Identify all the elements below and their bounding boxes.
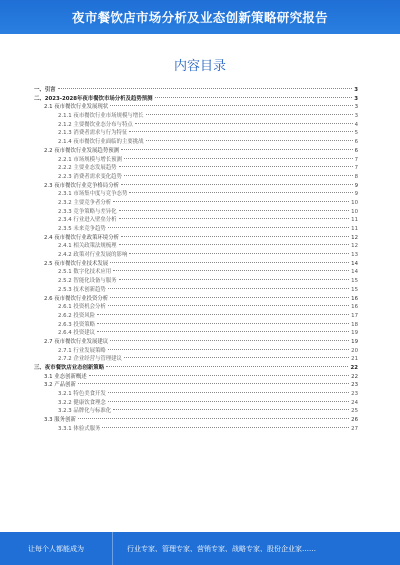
toc-entry-title: 2.2.3 消费者需求变化趋势 [58,173,122,180]
toc-entry-title: 3.2.3 品牌化与标准化 [58,408,112,415]
toc-entry[interactable] [34,199,358,208]
toc-entry-page: 19 [351,338,358,345]
toc-entry[interactable] [34,416,358,425]
toc-leader-dots [58,88,353,89]
toc-entry-title: 3.2.2 健康饮食理念 [58,399,106,406]
toc-entry-title: 2.7 夜市餐饮行业发展建议 [44,338,109,345]
toc-entry-page: 13 [351,252,358,259]
toc-entry[interactable] [34,95,358,104]
toc-entry-page: 9 [354,182,358,189]
toc-leader-dots [124,175,353,176]
toc-entry[interactable] [34,103,358,112]
toc-leader-dots [119,210,350,211]
report-header-bar [0,0,400,34]
toc-leader-dots [113,409,349,410]
toc-leader-dots [121,184,353,185]
toc-entry-page: 27 [351,425,358,432]
toc-leader-dots [106,366,348,367]
toc-entry[interactable] [34,112,358,121]
toc-entry-page: 23 [351,382,358,389]
toc-entry-title: 2.1.3 消费者需求与行为特征 [58,130,128,137]
toc-entry-title: 2.3.3 竞争策略与差异化 [58,208,117,215]
toc-entry-page: 26 [351,417,358,424]
toc-entry-page: 9 [354,191,358,198]
toc-entry[interactable] [34,295,358,304]
footer-tagline: 行业专家、管理专家、营销专家、战略专家、股份企业家…… [112,532,400,565]
toc-entry-title: 二、2023-2028年夜市餐饮市场分析及趋势预测 [34,95,153,102]
toc-entry-title: 2.4.1 相关政策法规梳理 [58,243,117,250]
toc-leader-dots [110,340,349,341]
toc-entry-page: 6 [354,147,358,154]
toc-entry[interactable] [34,173,358,182]
toc-entry-title: 3.2.1 特色美食开发 [58,391,106,398]
toc-entry-title: 2.3.1 市场集中度与竞争态势 [58,191,128,198]
toc-leader-dots [155,97,353,98]
toc-entry-page: 17 [351,312,358,319]
toc-entry[interactable] [34,234,358,243]
toc-entry-page: 18 [351,321,358,328]
toc-leader-dots [119,166,353,167]
toc-entry-page: 19 [351,330,358,337]
toc-leader-dots [129,192,352,193]
toc-entry-page: 12 [351,234,358,241]
toc-leader-dots [110,297,349,298]
toc-entry[interactable] [34,225,358,234]
toc-entry-title: 2.3.4 行业进入壁垒分析 [58,217,117,224]
toc-leader-dots [124,357,349,358]
toc-entry-title: 2.6.4 投资建议 [58,330,95,337]
toc-entry-title: 2.5.1 数字化技术应用 [58,269,112,276]
toc-entry[interactable] [34,121,358,130]
toc-entry-page: 6 [354,139,358,146]
toc-entry-page: 25 [351,408,358,415]
toc-leader-dots [146,140,353,141]
toc-entry-page: 12 [351,243,358,250]
toc-entry[interactable] [34,425,358,434]
toc-leader-dots [108,288,349,289]
toc-entry-title: 2.5.3 技术创新趋势 [58,286,106,293]
toc-entry-title: 3.3.1 体验式服务 [58,425,101,432]
toc-entry-title: 2.3 夜市餐饮行业竞争格局分析 [44,182,119,189]
toc-entry-page: 10 [351,208,358,215]
toc-entry[interactable] [34,338,358,347]
toc-entry[interactable] [34,86,358,95]
toc-entry[interactable] [34,329,358,338]
toc-leader-dots [110,105,352,106]
toc-entry[interactable] [34,251,358,260]
toc-entry[interactable] [34,399,358,408]
toc-leader-dots [89,375,350,376]
toc-entry[interactable] [34,286,358,295]
toc-entry[interactable] [34,164,358,173]
toc-entry-page: 14 [351,269,358,276]
toc-entry-page: 8 [354,173,358,180]
toc-entry-title: 2.5 夜市餐饮行业技术发展 [44,260,109,267]
toc-leader-dots [108,349,349,350]
toc-entry-title: 一、引言 [34,87,56,93]
table-of-contents [34,86,358,434]
toc-leader-dots [108,305,349,306]
toc-entry[interactable] [34,390,358,399]
toc-entry-page: 5 [354,130,358,137]
toc-entry-page: 21 [351,356,358,363]
toc-leader-dots [108,401,349,402]
toc-entry-title: 2.7.1 行业发展策略 [58,347,106,354]
toc-entry-title: 2.6.1 投资机会分析 [58,304,106,311]
footer-slogan: 让每个人都能成为 [28,544,84,553]
toc-entry-title: 2.6.3 投资策略 [58,321,95,328]
toc-entry[interactable] [34,364,358,373]
toc-entry-page: 10 [351,199,358,206]
toc-entry-page: 3 [354,104,358,111]
toc-entry-title: 2.4.2 政策对行业发展的影响 [58,252,128,259]
toc-leader-dots [146,114,353,115]
toc-entry-title: 3.2 产品创新 [44,382,76,389]
toc-leader-dots [108,392,349,393]
toc-entry-page: 3 [354,113,358,120]
toc-entry-page: 3 [354,87,358,93]
toc-entry[interactable] [34,303,358,312]
toc-entry-page: 11 [351,217,358,224]
toc-entry-page: 22 [350,365,358,371]
toc-entry-title: 2.7.2 企业经营与管理建议 [58,356,122,363]
toc-entry-title: 2.1.4 夜市餐饮行业面临的主要挑战 [58,139,144,146]
toc-leader-dots [119,244,350,245]
toc-entry-title: 2.4 夜市餐饮行业政策环境分析 [44,234,119,241]
toc-entry-title: 3.1 业态创新概述 [44,373,87,380]
toc-leader-dots [119,279,350,280]
toc-entry-title: 3.3 服务创新 [44,417,76,424]
toc-leader-dots [97,323,349,324]
toc-entry[interactable] [34,355,358,364]
toc-entry[interactable] [34,373,358,382]
toc-entry-title: 2.3.2 主要竞争者分析 [58,199,112,206]
toc-entry-page: 7 [354,156,358,163]
toc-entry[interactable] [34,260,358,269]
toc-entry-title: 2.3.5 未来竞争趋势 [58,226,106,232]
toc-leader-dots [78,383,349,384]
report-title: 夜市餐饮店市场分析及业态创新策略研究报告 [71,10,328,25]
toc-entry-title: 2.2 夜市餐饮行业发展趋势预测 [44,147,119,154]
toc-entry-page: 24 [351,399,358,406]
toc-entry-page: 20 [351,347,358,354]
toc-entry-page: 14 [351,260,358,267]
toc-entry[interactable] [34,156,358,165]
toc-entry-title: 2.1.2 主要餐饮业态分布与特点 [58,121,133,128]
toc-leader-dots [119,218,350,219]
toc-entry-page: 22 [351,373,358,380]
toc-heading: 内容目录 [173,59,226,74]
toc-leader-dots [124,158,353,159]
toc-leader-dots [108,227,349,228]
toc-leader-dots [110,262,349,263]
toc-entry[interactable] [34,182,358,191]
toc-entry[interactable] [34,216,358,225]
toc-leader-dots [78,418,349,419]
toc-leader-dots [135,123,353,124]
toc-entry-page: 15 [351,278,358,285]
toc-entry-page: 16 [351,295,358,302]
toc-entry-page: 7 [354,165,358,172]
toc-entry[interactable] [34,147,358,156]
toc-entry-title: 2.1 夜市餐饮行业发展现状 [44,104,109,111]
toc-entry-page: 23 [351,391,358,398]
toc-leader-dots [129,253,349,254]
toc-entry[interactable] [34,381,358,390]
toc-entry-title: 2.6 夜市餐饮行业投资分析 [44,295,109,302]
footer-bar [0,532,400,565]
toc-leader-dots [121,149,353,150]
toc-entry-page: 15 [351,286,358,293]
toc-entry-title: 2.6.2 投资风险 [58,312,95,319]
toc-entry-title: 2.2.1 市场规模与增长预测 [58,156,122,163]
toc-entry[interactable] [34,129,358,138]
toc-entry-page: 4 [354,121,358,128]
toc-entry[interactable] [34,277,358,286]
toc-leader-dots [97,331,349,332]
toc-leader-dots [129,131,352,132]
toc-entry[interactable] [34,190,358,199]
toc-entry[interactable] [34,347,358,356]
toc-entry-title: 三、夜市餐饮店业态创新策略 [34,365,105,371]
toc-entry[interactable] [34,242,358,251]
toc-entry-page: 16 [351,304,358,311]
toc-leader-dots [121,236,349,237]
toc-entry[interactable] [34,208,358,217]
toc-entry[interactable] [34,312,358,321]
toc-entry-title: 2.2.2 主要业态发展趋势 [58,165,117,172]
toc-entry-page: 3 [354,95,358,102]
toc-leader-dots [113,270,349,271]
toc-entry-title: 2.1.1 夜市餐饮行业市场规模与增长 [58,113,144,120]
toc-entry[interactable] [34,407,358,416]
toc-leader-dots [102,427,349,428]
toc-entry-title: 2.5.2 智能化设备与服务 [58,278,117,285]
toc-entry[interactable] [34,138,358,147]
toc-entry[interactable] [34,268,358,277]
toc-entry-page: 11 [351,226,358,232]
toc-leader-dots [97,314,349,315]
toc-leader-dots [113,201,349,202]
toc-entry[interactable] [34,321,358,330]
